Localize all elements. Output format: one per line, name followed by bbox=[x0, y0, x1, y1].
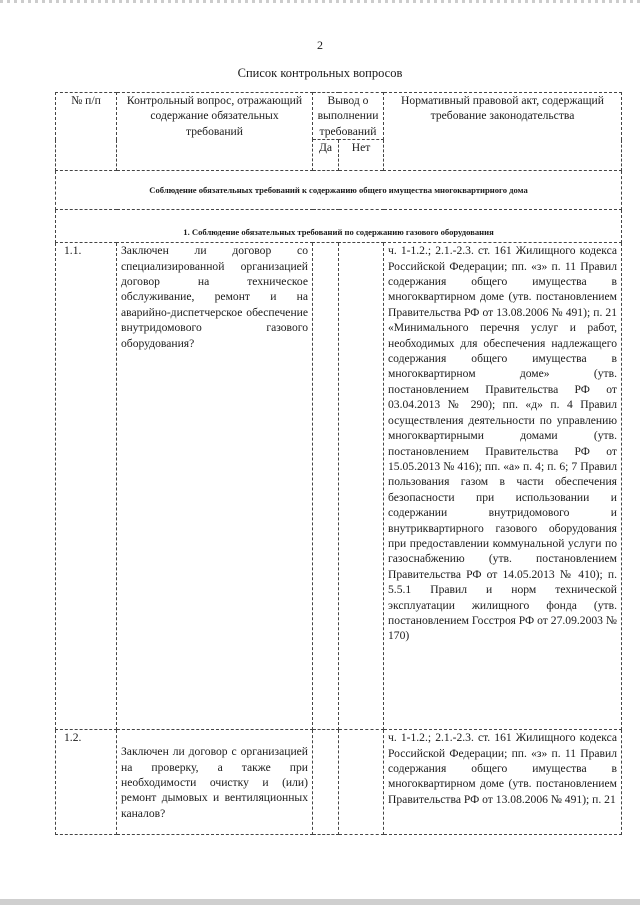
row-question: Заключен ли договор со специализированной организацией договор на техническое обслуживание, ремонт и на аварийно-диспетчерское обеспечение внутридомового газового оборудования? bbox=[117, 243, 313, 730]
row-no-cell[interactable] bbox=[339, 730, 384, 835]
row-act: ч. 1-1.2.; 2.1.-2.3. ст. 161 Жилищного кодекса Российской Федерации; пп. «з» п. 11 Правил содержания общего имущества в многоквартирном доме (утв. постановлением Правительства РФ от 13.08.2006 № 491); п. 21 «Минимального перечня услуг и работ, необходимых для обеспечения надлежащего содержания общего имущества в многоквартирном доме» (утв. постановлением Правительства РФ от 03.04.2013 № 290); пп. «д» п. 4 Правил осуществления деятельности по управлению многоквартирными домами (утв. постановлением Правительства РФ от 15.05.2013 № 416); пп. «а» п. 4; п. 6; 7 Правил пользования газом в части обеспечения безопасности при использовании и содержании внутридомового и внутриквартирного газового оборудования при предоставлении коммунальной услуги по газоснабжению (утв. постановлением Правительства РФ от 14.05.2013 № 410); п. 5.5.1 Правил и норм технической эксплуатации жилищного фонда (утв. постановлением Госстроя РФ от 27.09.2003 № 170) bbox=[384, 243, 622, 730]
section-title: Соблюдение обязательных требований к содержанию общего имущества многоквартирного дома bbox=[56, 171, 622, 210]
row-yes-cell[interactable] bbox=[313, 243, 339, 730]
header-row bbox=[56, 93, 622, 140]
scan-edge-bottom bbox=[0, 899, 640, 905]
header-question: Контрольный вопрос, отражающий содержание обязательных требований bbox=[117, 93, 313, 171]
table-row bbox=[56, 730, 622, 835]
table-row bbox=[56, 243, 622, 730]
row-act: ч. 1-1.2.; 2.1.-2.3. ст. 161 Жилищного кодекса Российской Федерации; пп. «з» п. 11 Правил содержания общего имущества в многоквартирном доме (утв. постановлением Правительства РФ от 13.08.2006 № 491); п. 21 bbox=[384, 730, 622, 835]
header-conclusion: Вывод о выполнении требований bbox=[313, 93, 384, 140]
scan-edge-top bbox=[0, 0, 640, 3]
header-no: Нет bbox=[339, 140, 384, 171]
row-num: 1.1. bbox=[56, 243, 117, 730]
row-no-cell[interactable] bbox=[339, 243, 384, 730]
row-num: 1.2. bbox=[56, 730, 117, 835]
header-yes: Да bbox=[313, 140, 339, 171]
row-question: Заключен ли договор с организацией на проверку, а также при необходимости очистку и (или) ремонт дымовых и вентиляционных каналов? bbox=[117, 730, 313, 835]
header-act: Нормативный правовой акт, содержащий требование законодательства bbox=[384, 93, 622, 171]
row-yes-cell[interactable] bbox=[313, 730, 339, 835]
header-num: № п/п bbox=[56, 93, 117, 171]
page-number: 2 bbox=[317, 38, 323, 52]
checklist-table bbox=[55, 92, 622, 835]
subsection-row bbox=[56, 210, 622, 243]
section-row bbox=[56, 171, 622, 210]
document-title: Список контрольных вопросов bbox=[237, 66, 403, 80]
subsection-title: 1. Соблюдение обязательных требований по содержанию газового оборудования bbox=[56, 210, 622, 243]
